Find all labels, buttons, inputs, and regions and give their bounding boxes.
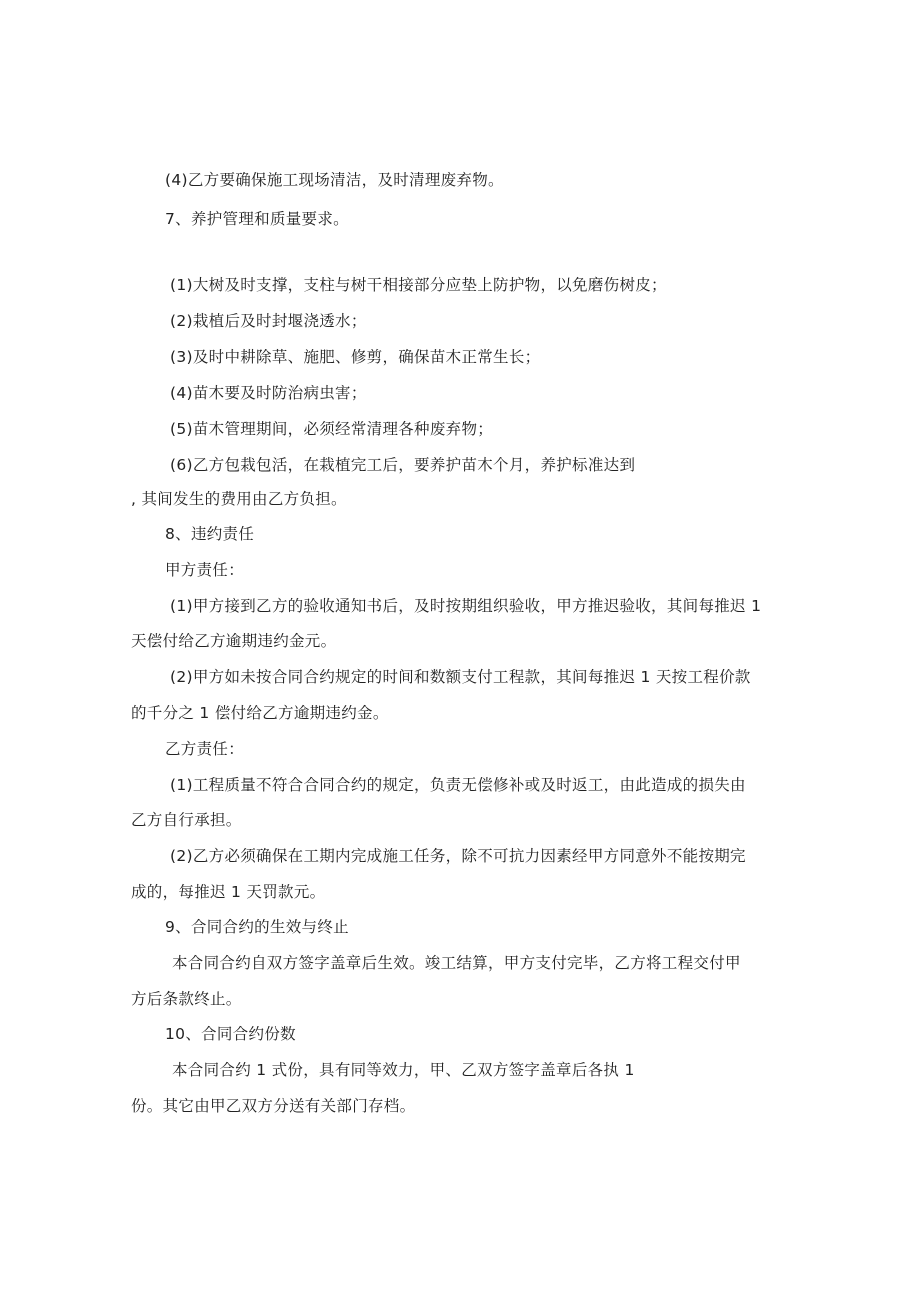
party-a-item-1: (1)甲方接到乙方的验收通知书后，及时按期组织验收，甲方推迟验收，其间每推迟 1: [170, 597, 762, 615]
section-7-heading: 7、养护管理和质量要求。: [165, 210, 349, 228]
section-10-body: 本合同合约 1 式份，具有同等效力，甲、乙双方签字盖章后各执 1: [172, 1061, 635, 1079]
maintenance-item-6: (6)乙方包栽包活，在栽植完工后，要养护苗木个月，养护标准达到: [170, 456, 636, 474]
party-b-item-2-cont: 成的，每推迟 1 天罚款元。: [131, 883, 326, 901]
maintenance-item-2: (2)栽植后及时封堰浇透水；: [170, 312, 367, 330]
section-10-body-cont: 份。其它由甲乙双方分送有关部门存档。: [131, 1097, 416, 1115]
maintenance-item-3: (3)及时中耕除草、施肥、修剪，确保苗木正常生长；: [170, 348, 541, 366]
section-9-heading: 9、合同合约的生效与终止: [165, 918, 349, 936]
section-10-heading: 10、合同合约份数: [165, 1025, 296, 1043]
party-a-item-1-cont: 天偿付给乙方逾期违约金元。: [131, 632, 337, 650]
maintenance-item-1: (1)大树及时支撑，支柱与树干相接部分应垫上防护物，以免磨伤树皮；: [170, 276, 667, 294]
party-a-item-2: (2)甲方如未按合同合约规定的时间和数额支付工程款，其间每推迟 1 天按工程价款: [170, 668, 751, 686]
item-4-cleanup: (4)乙方要确保施工现场清洁，及时清理废弃物。: [165, 171, 504, 189]
party-b-responsibility-heading: 乙方责任：: [165, 740, 245, 758]
party-b-item-1-cont: 乙方自行承担。: [131, 811, 242, 829]
party-a-responsibility-heading: 甲方责任：: [165, 561, 245, 579]
section-9-body: 本合同合约自双方签字盖章后生效。竣工结算，甲方支付完毕，乙方将工程交付甲: [172, 954, 741, 972]
maintenance-item-5: (5)苗木管理期间，必须经常清理各种废弃物；: [170, 420, 494, 438]
maintenance-item-6-cont: , 其间发生的费用由乙方负担。: [131, 490, 347, 508]
party-b-item-1: (1)工程质量不符合合同合约的规定，负责无偿修补或及时返工，由此造成的损失由: [170, 776, 746, 794]
party-b-item-2: (2)乙方必须确保在工期内完成施工任务，除不可抗力因素经甲方同意外不能按期完: [170, 847, 746, 865]
maintenance-item-4: (4)苗木要及时防治病虫害；: [170, 384, 367, 402]
section-9-body-cont: 方后条款终止。: [131, 990, 242, 1008]
party-a-item-2-cont: 的千分之 1 偿付给乙方逾期违约金。: [131, 704, 389, 722]
section-8-heading: 8、违约责任: [165, 525, 255, 543]
